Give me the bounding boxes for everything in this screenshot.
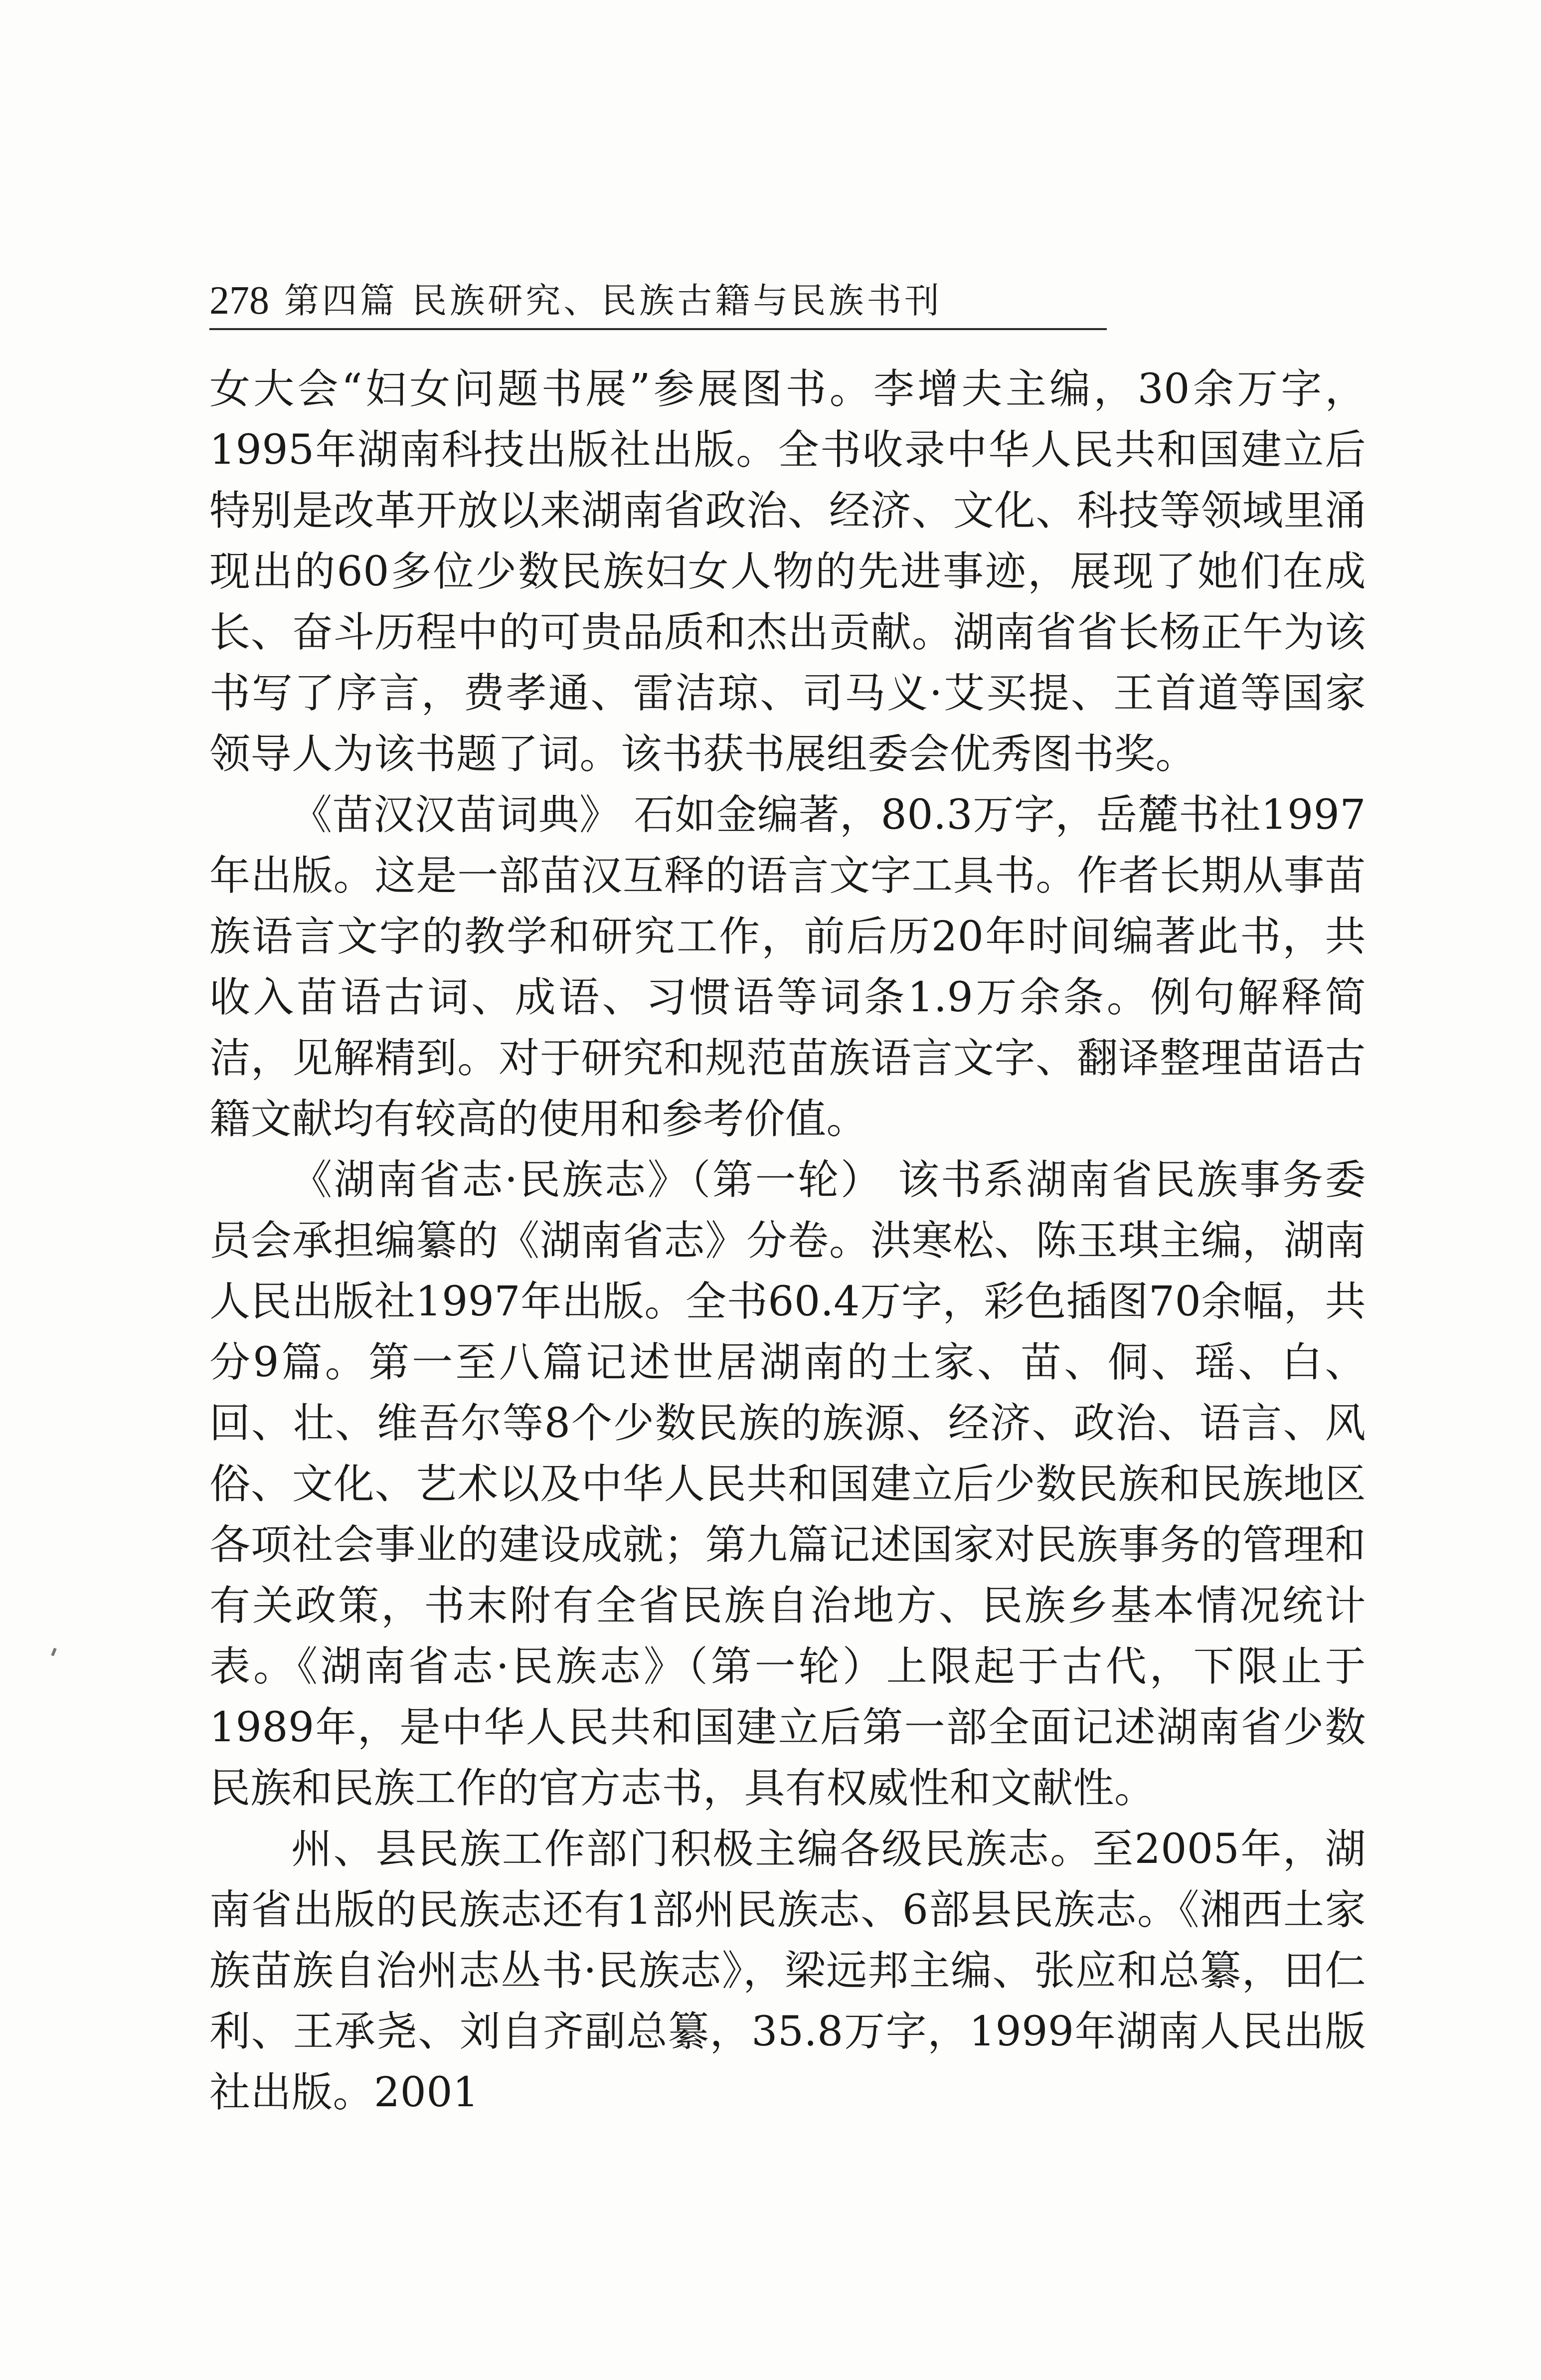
running-head [209, 269, 1107, 329]
body-text [209, 359, 1366, 2123]
paragraph-continued: 女大会“妇女问题书展”参展图书。李增夫主编，30余万字，1995年湖南科技出版社出版。全书收录中华人民共和国建立后特别是改革开放以来湖南省政治、经济、文化、科技等领域里涌现出的60多位少数民族妇女人物的先进事迹，展现了她们在成长、奋斗历程中的可贵品质和杰出贡献。湖南省省长杨正午为该书写了序言，费孝通、雷洁琼、司马义·艾买提、王首道等国家领导人为该书题了词。该书获书展组委会优秀图书奖。 [209, 366, 1366, 778]
page-number: 278 [209, 279, 269, 323]
header-rule [209, 328, 1107, 330]
paragraph-hunan-ethnic-gazetteer: 《湖南省志·民族志》（第一轮） 该书系湖南省民族事务委员会承担编纂的《湖南省志》分卷。洪寒松、陈玉琪主编，湖南人民出版社1997年出版。全书60.4万字，彩色插图70余幅，共分9篇。第一至八篇记述世居湖南的土家、苗、侗、瑶、白、回、壮、维吾尔等8个少数民族的族源、经济、政治、语言、风俗、文化、艺术以及中华人民共和国建立后少数民族和民族地区各项社会事业的建设成就；第九篇记述国家对民族事务的管理和有关政策，书末附有全省民族自治地方、民族乡基本情况统计表。《湖南省志·民族志》（第一轮）上限起于古代，下限止于1989年，是中华人民共和国建立后第一部全面记述湖南省少数民族和民族工作的官方志书，具有权威性和文献性。 [209, 1156, 1366, 1812]
paragraph-miao-han-dictionary: 《苗汉汉苗词典》 石如金编著，80.3万字，岳麓书社1997年出版。这是一部苗汉互释的语言文字工具书。作者长期从事苗族语言文字的教学和研究工作，前后历20年时间编著此书，共收入苗语古词、成语、习惯语等词条1.9万余条。例句解释简洁，见解精到。对于研究和规范苗族语言文字、翻译整理苗语古籍文献均有较高的使用和参考价值。 [209, 791, 1366, 1143]
section-title: 第四篇 民族研究、民族古籍与民族书刊 [284, 280, 943, 321]
paragraph-prefecture-county-gazetteers: 州、县民族工作部门积极主编各级民族志。至2005年，湖南省出版的民族志还有1部州民族志、6部县民族志。《湘西土家族苗族自治州志丛书·民族志》，梁远邦主编、张应和总纂，田仁利、王承尧、刘自齐副总纂，35.8万字，1999年湖南人民出版社出版。2001 [209, 1826, 1366, 2116]
stray-mark [51, 1648, 57, 1656]
